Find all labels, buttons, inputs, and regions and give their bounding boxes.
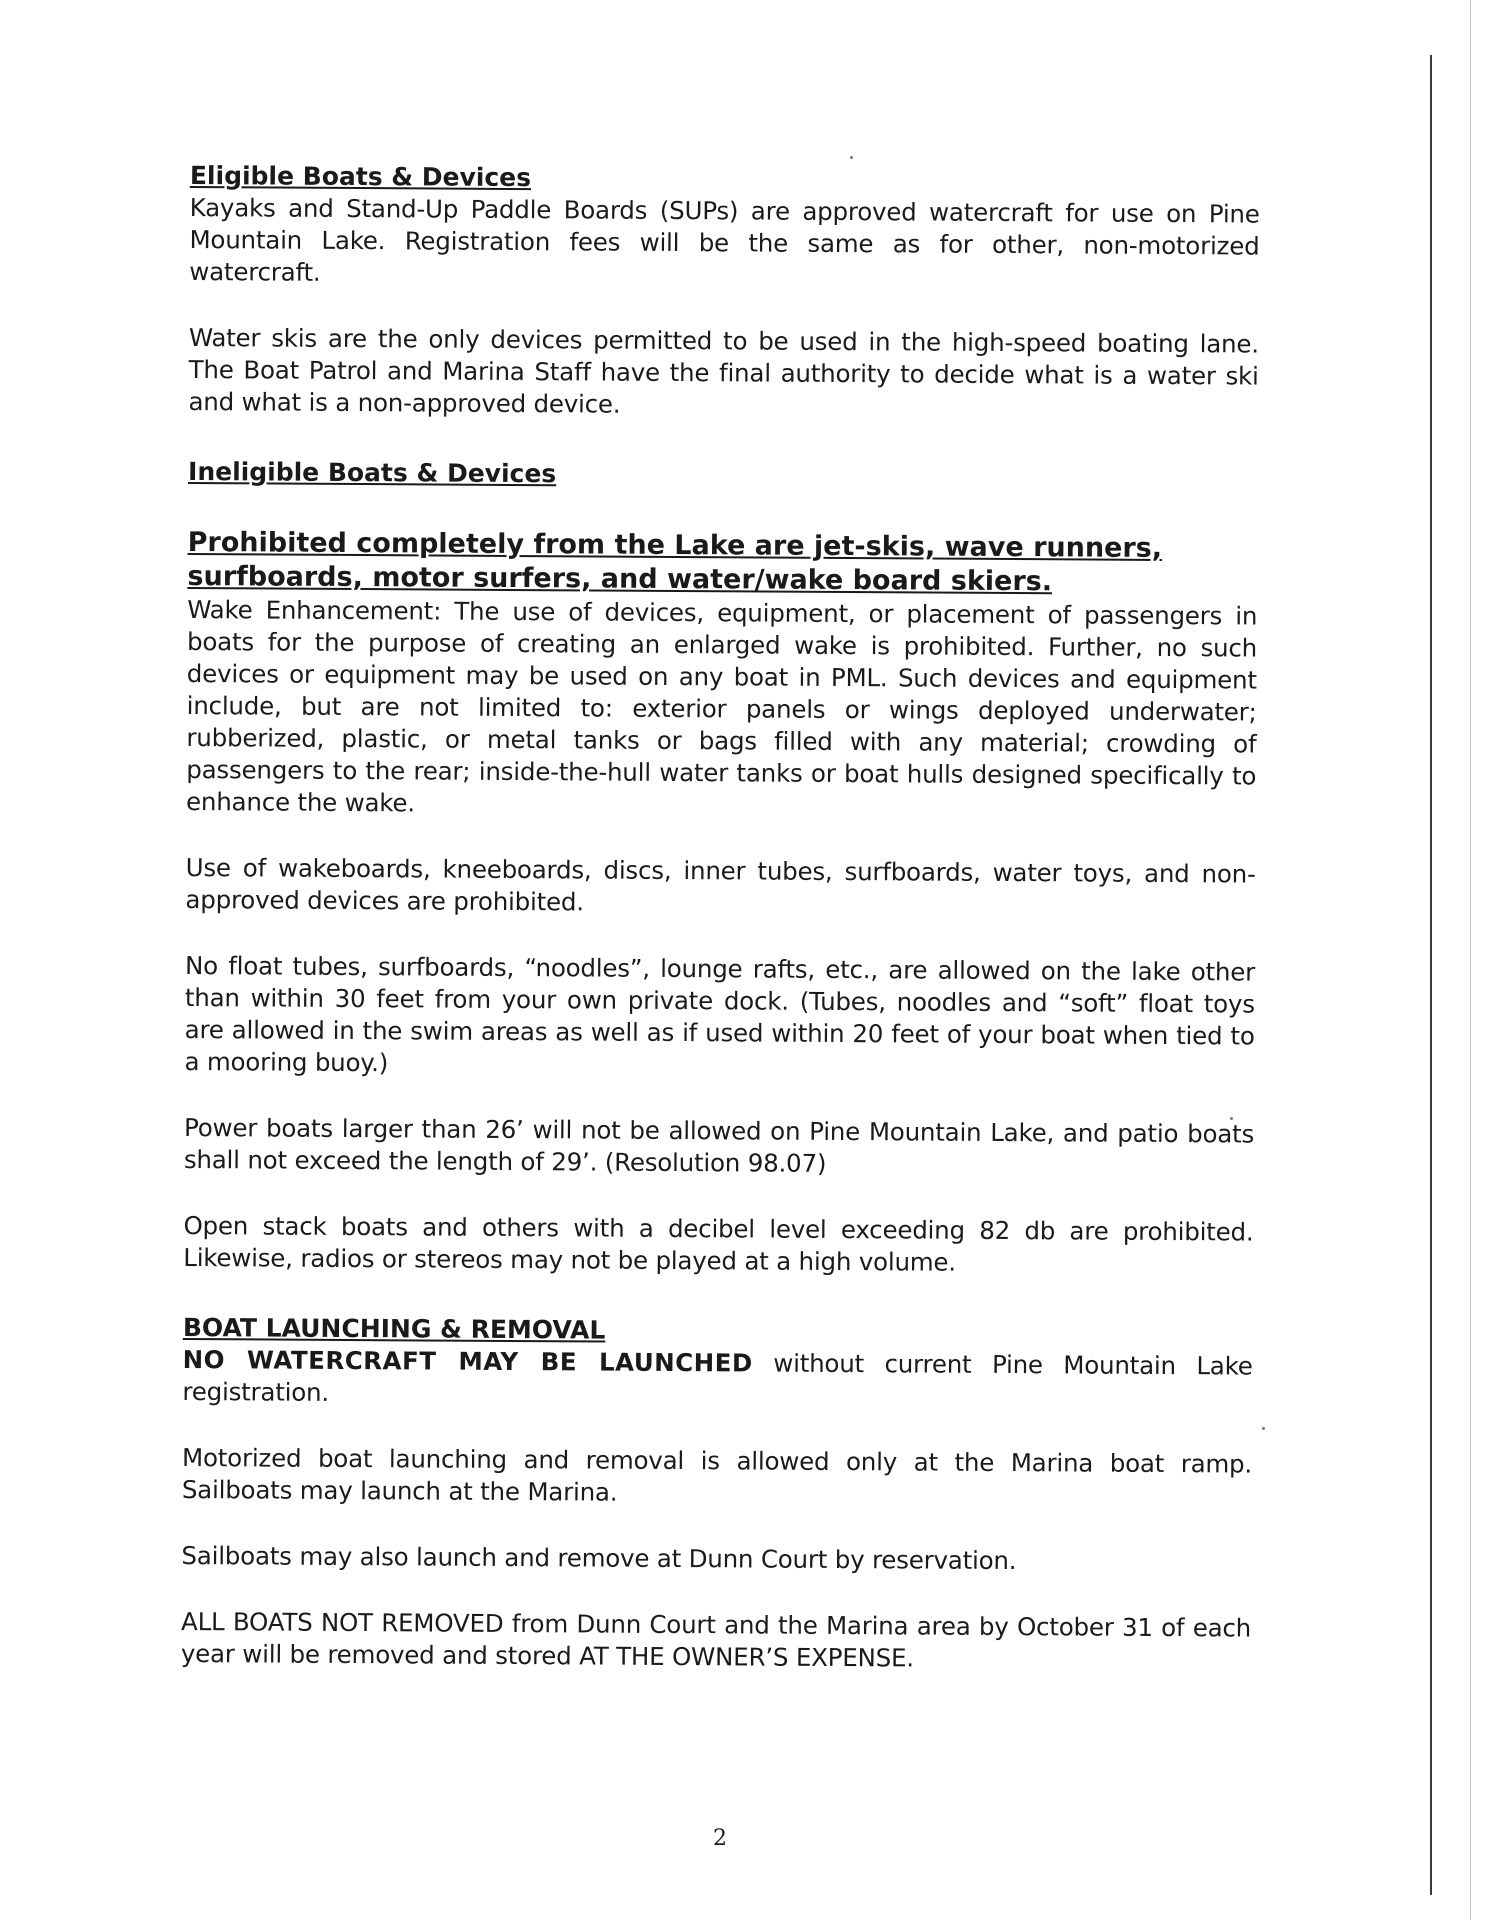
eligible-heading: Eligible Boats & Devices xyxy=(189,160,532,193)
launching-heading: BOAT LAUNCHING & REMOVAL xyxy=(182,1312,606,1345)
document-body xyxy=(181,160,1260,1677)
open-stack-paragraph: Open stack boats and others with a decibel level exceeding 82 db are prohibited. Likewise, radios or stereos may not be played at a high volume. xyxy=(183,1210,1254,1277)
registration-paragraph xyxy=(182,1344,1252,1415)
page-number: 2 xyxy=(713,1826,727,1851)
scan-speck xyxy=(1262,1427,1265,1430)
float-tubes-paragraph: No float tubes, surfboards, “noodles”, lounge rafts, etc., are allowed on the lake other than within 30 feet from your own private dock. (Tubes, noodles and “soft” float toys are allowed in the swim areas as well as if used within 20 feet of your boat when tied to a mooring buoy.) xyxy=(184,950,1256,1078)
registration-bold-lead: NO WATERCRAFT MAY BE LAUNCHED xyxy=(182,1344,753,1378)
ineligible-heading: Ineligible Boats & Devices xyxy=(188,456,557,489)
eligible-paragraph-1: Kayaks and Stand-Up Paddle Boards (SUPs) are approved watercraft for use on Pine Mountain Lake. Registration fees will be the same as for other, non-motorized watercraft. xyxy=(189,192,1260,287)
scan-edge-line xyxy=(1430,55,1432,1895)
dunn-court-paragraph: Sailboats may also launch and remove at Dunn Court by reservation. xyxy=(181,1540,1017,1576)
prohibited-devices-paragraph: Use of wakeboards, kneeboards, discs, inner tubes, surfboards, water toys, and non-approved devices are prohibited. xyxy=(185,852,1256,917)
scan-edge-line-far xyxy=(1470,0,1471,1920)
wake-enhancement-paragraph: Wake Enhancement: The use of devices, equipment, or placement of passengers in boats for the purpose of creating an enlarged wake is prohibited. Further, no such devices or equipment may be used on any boat in PML. Such devices and equipment include, but are not limited to: exterior panels or wings deployed underwater; rubberized, plastic, or metal tanks or bags filled with any material; crowding of passengers to the rear; inside-the-hull water tanks or boat hulls designed specifically to enhance the wake. xyxy=(185,594,1258,818)
prohibited-heading: Prohibited completely from the Lake are jet-skis, wave runners, surfboards, motor surfers, and water/wake board skiers. xyxy=(187,526,1163,598)
power-boats-paragraph: Power boats larger than 26’ will not be allowed on Pine Mountain Lake, and patio boats shall not exceed the length of 29’. (Resolution 98.07) xyxy=(183,1112,1255,1178)
scan-speck xyxy=(850,156,853,159)
registration-rest: without current Pine Mountain Lake registration. xyxy=(182,1348,1253,1407)
marina-ramp-paragraph: Motorized boat launching and removal is allowed only at the Marina boat ramp. Sailboats may launch at the Marina. xyxy=(181,1442,1253,1507)
removal-deadline-paragraph: ALL BOATS NOT REMOVED from Dunn Court and the Marina area by October 31 of each year will be removed and stored AT THE OWNER’S EXPENSE. xyxy=(180,1606,1252,1673)
eligible-paragraph-2: Water skis are the only devices permitted to be used in the high-speed boating lane. The Boat Patrol and Marina Staff have the final authority to decide what is a water ski and what is a non-approved device. xyxy=(188,322,1259,419)
